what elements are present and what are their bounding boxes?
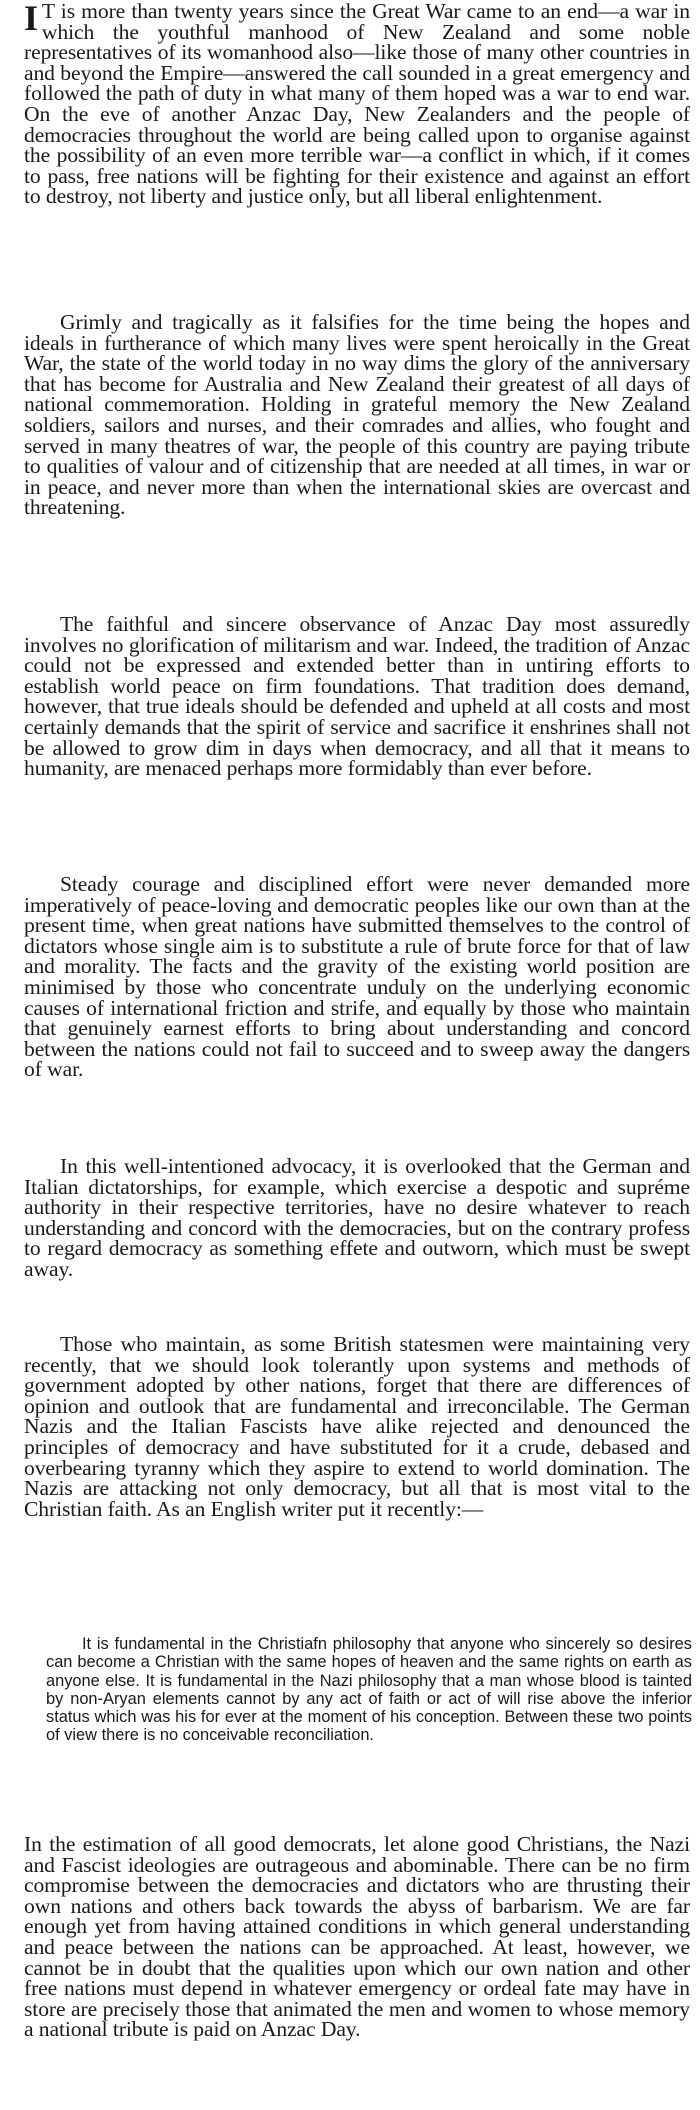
paragraph-2: Grimly and tragically as it falsifies for the time being the hopes and ideals in furtherance of which many lives were spent heroically in the Great War, the state of the world today in no way dims the glory of the anniversary that has become for Australia and New Zealand their greatest of all days of national commemoration. Holding in grateful memory the New Zealand soldiers, sailors and nurses, and their comrades and allies, who fought and served in many theatres of war, the people of this country are paying tribute to qualities of valour and of citizenship that are needed at all times, in war or in peace, and never more than when the international skies are overcast and threatening. xyxy=(24,310,690,520)
paragraph-1 xyxy=(24,1,690,207)
block-quotation: It is fundamental in the Christiafn philosophy that anyone who sincerely so desires can become a Christian with the same hopes of heaven and the same rights on earth as anyone else. It is fundamental in the Nazi philosophy that a man whose blood is tainted by non-Aryan elements cannot by any act of faith or act of will rise above the inferior status which was his for ever at the moment of his conception. Between these two points of view there is no conceivable reconciliation. xyxy=(46,1635,692,1745)
drop-cap: I xyxy=(24,0,38,38)
paragraph-7: In the estimation of all good democrats, let alone good Christians, the Nazi and Fascist ideologies are outrageous and abominable. There can be no firm compromise between the democracies and dictators who are thrusting their own nations and others back towards the abyss of barbarism. We are far enough yet from having attained conditions in which general understanding and peace between the nations can be approached. At least, however, we cannot be in doubt that the qualities upon which our own nation and other free nations must depend in whatever emergency or ordeal fate may have in store are precisely those that animated the men and women to whose memory a national tribute is paid on Anzac Day. xyxy=(24,1832,690,2042)
paragraph-1-text: T is more than twenty years since the Great War came to an end—a war in which the youthful manhood of New Zealand and some noble representatives of its womanhood also—like those of many other countries in and beyond the Empire—answered the call sounded in a great emergency and followed the path of duty in what many of them hoped was a war to end war. On the eve of another Anzac Day, New Zealanders and the people of democracies throughout the world are being called upon to organise against the possibility of an even more terrible war—a conflict in which, if it comes to pass, free nations will be fighting for their existence and against an effort to destroy, not liberty and justice only, but all liberal enlightenment. xyxy=(24,0,690,209)
paragraph-5: In this well-intentioned advocacy, it is overlooked that the German and Italian dictatorships, for example, which exercise a despotic and supréme authority in their respective territories, have no desire whatever to reach understanding and concord with the democracies, but on the contrary profess to regard democracy as something effete and outworn, which must be swept away. xyxy=(24,1154,690,1281)
paragraph-4: Steady courage and disciplined effort were never demanded more imperatively of peace-loving and democratic peoples like our own than at the present time, when great nations have submitted themselves to the control of dictators whose single aim is to substitute a rule of brute force for that of law and morality. The facts and the gravity of the existing world position are minimised by those who concentrate unduly on the underlying economic causes of international friction and strife, and equally by those who maintain that genuinely earnest efforts to bring about understanding and concord between the nations could not fail to succeed and to sweep away the dangers of war. xyxy=(24,872,690,1082)
paragraph-3: The faithful and sincere observance of Anzac Day most assuredly involves no glorification of militarism and war. Indeed, the tradition of Anzac could not be expressed and extended better than in untiring efforts to establish world peace on firm foundations. That tradition does demand, however, that true ideals should be defended and upheld at all costs and most certainly demands that the spirit of service and sacrifice it enshrines shall not be allowed to grow dim in days when democracy, and all that it means to humanity, are menaced perhaps more formidably than ever before. xyxy=(24,612,690,781)
paragraph-6: Those who maintain, as some British statesmen were maintaining very recently, that we should look tolerantly upon systems and methods of government adopted by other nations, forget that there are differences of opinion and outlook that are fundamental and irreconcilable. The German Nazis and the Italian Fascists have alike rejected and denounced the principles of democracy and have substituted for it a crude, debased and overbearing tyranny which they aspire to extend to world domination. The Nazis are attacking not only democracy, but all that is most vital to the Christian faith. As an English writer put it recently:— xyxy=(24,1332,690,1521)
